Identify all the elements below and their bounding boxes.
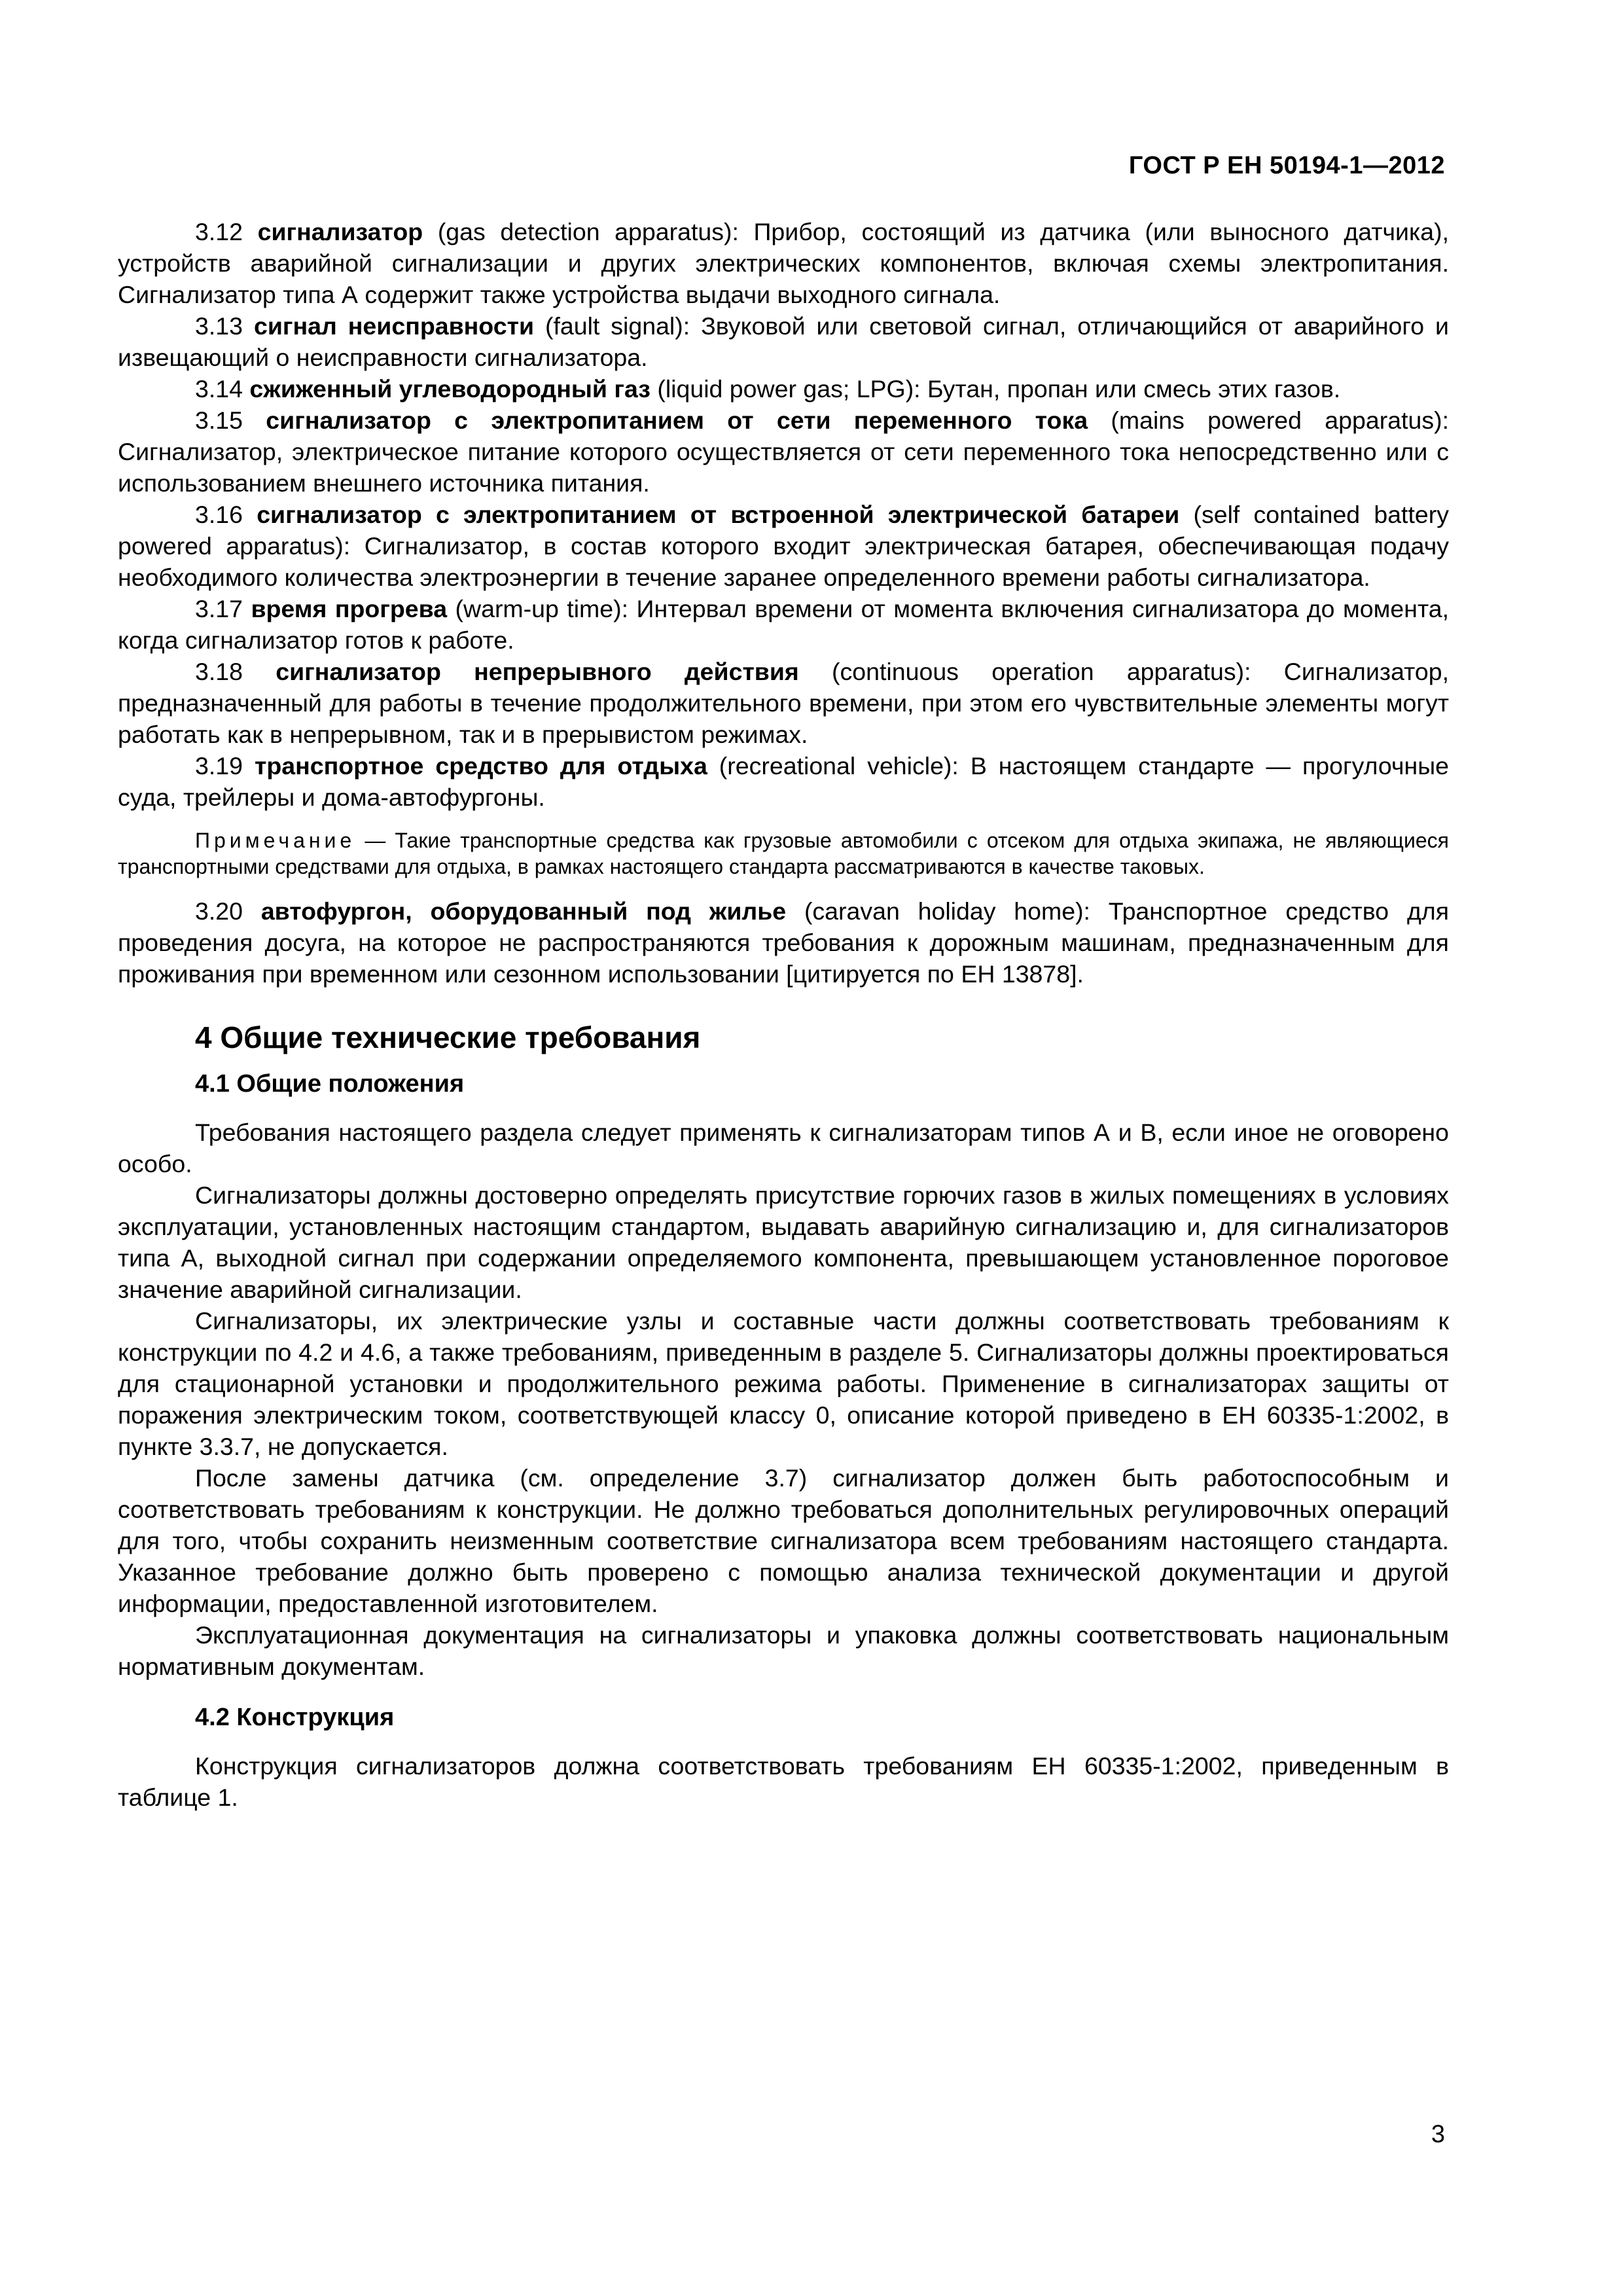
definition-text: (caravan holiday home): Транспортное средство для проведения досуга, на которое не распространяются требования к дорожным машинам, предназначенным для проживания при временном или сезонном использовании [цитируется по ЕН 13878]. — [118, 897, 1450, 988]
definition-number: 3.15 — [195, 406, 243, 434]
note-label: Примечание — [195, 829, 356, 852]
definition-text: (self contained battery powered apparatus): Сигнализатор, в состав которого входит электрическая батарея, обеспечивающая подачу необходимого количества электроэнергии в течение заранее определенного времени работы сигнализатора. — [118, 501, 1449, 591]
section-4-heading: 4 Общие технические требования — [195, 1020, 701, 1054]
definition-term: сжиженный углеводородный газ — [249, 375, 651, 403]
definition-term: сигнализатор с электропитанием от встроенной электрической батареи — [257, 501, 1180, 528]
subsection-4-1-heading: 4.1 Общие положения — [195, 1070, 465, 1098]
note-text: — Такие транспортные средства как грузовые автомобили с отсеком для отдыха экипажа, не являющиеся транспортными средствами для отдыха, в рамках настоящего стандарта рассматриваются в качестве таковых. — [118, 829, 1449, 878]
document-body — [118, 216, 1449, 1813]
definition-text: (mains powered apparatus): Сигнализатор, электрическое питание которого осуществляется от сети переменного тока непосредственно или с использованием внешнего источника питания. — [118, 406, 1449, 497]
standard-header: ГОСТ Р ЕН 50194-1—2012 — [1128, 152, 1445, 179]
definition-text: (fault signal): Звуковой или световой сигнал, отличающийся от аварийного и извещающий о неисправности сигнализатора. — [118, 312, 1449, 371]
page-number: 3 — [1431, 2121, 1445, 2148]
subsection-4-2-heading: 4.2 Конструкция — [195, 1704, 395, 1731]
definition-term: транспортное средство для отдыха — [254, 752, 707, 780]
definition-number: 3.17 — [195, 595, 243, 622]
definition-3-19 — [118, 750, 1449, 813]
definition-text: (recreational vehicle): В настоящем стандарте — прогулочные суда, трейлеры и дома-автофургоны. — [118, 752, 1449, 811]
definition-3-20 — [118, 895, 1449, 990]
definition-3-14 — [118, 373, 1449, 404]
definition-text: (gas detection apparatus): Прибор, состоящий из датчика (или выносного датчика), устройств аварийной сигнализации и других электрических компонентов, включая схемы электропитания. Сигнализатор типа А содержит также устройства выдачи выходного сигнала. — [118, 218, 1449, 308]
definition-3-18 — [118, 656, 1449, 750]
definition-3-13 — [118, 310, 1449, 373]
paragraph: Конструкция сигнализаторов должна соответствовать требованиям ЕН 60335-1:2002, приведенным в таблице 1. — [118, 1752, 1449, 1811]
definition-number: 3.19 — [195, 752, 243, 780]
definition-3-16 — [118, 499, 1449, 593]
definition-term: сигнализатор непрерывного действия — [276, 658, 799, 685]
definition-term: сигнал неисправности — [253, 312, 534, 340]
paragraph: Требования настоящего раздела следует применять к сигнализаторам типов А и В, если иное не оговорено особо. — [118, 1119, 1449, 1177]
definition-text: (warm-up time): Интервал времени от момента включения сигнализатора до момента, когда сигнализатор готов к работе. — [118, 595, 1449, 654]
definition-number: 3.18 — [195, 658, 243, 685]
definition-3-12 — [118, 216, 1449, 310]
definition-text: (continuous operation apparatus): Сигнализатор, предназначенный для работы в течение продолжительного времени, при этом его чувствительные элементы могут работать как в непрерывном, так и в прерывистом режимах. — [118, 658, 1449, 748]
definition-3-15 — [118, 404, 1449, 499]
definition-term: сигнализатор — [257, 218, 423, 245]
paragraph: После замены датчика (см. определение 3.7) сигнализатор должен быть работоспособным и соответствовать требованиям к конструкции. Не должно требоваться дополнительных регулировочных операций для того, чтобы сохранить неизменным соответствие сигнализатора всем требованиям настоящего стандарта. Указанное требование должно быть проверено с помощью анализа технической документации и другой информации, предоставленной изготовителем. — [118, 1464, 1449, 1617]
definition-term: время прогрева — [251, 595, 448, 622]
paragraph: Сигнализаторы, их электрические узлы и составные части должны соответствовать требованиям к конструкции по 4.2 и 4.6, а также требованиям, приведенным в разделе 5. Сигнализаторы должны проектироваться для стационарной установки и продолжительного режима работы. Применение в сигнализаторах защиты от поражения электрическим током, соответствующей классу 0, описание которой приведено в ЕН 60335-1:2002, в пункте 3.3.7, не допускается. — [118, 1307, 1449, 1460]
definition-text: (liquid power gas; LPG): Бутан, пропан или смесь этих газов. — [650, 375, 1341, 403]
paragraph: Сигнализаторы должны достоверно определять присутствие горючих газов в жилых помещениях в условиях эксплуатации, установленных настоящим стандартом, выдавать аварийную сигнализацию и, для сигнализаторов типа А, выходной сигнал при содержании определяемого компонента, превышающем установленное пороговое значение аварийной сигнализации. — [118, 1181, 1449, 1303]
definition-number: 3.12 — [195, 218, 243, 245]
definition-number: 3.20 — [195, 897, 243, 925]
definition-number: 3.16 — [195, 501, 243, 528]
definition-term: автофургон, оборудованный под жилье — [260, 897, 787, 925]
definition-3-17 — [118, 593, 1449, 656]
note — [118, 827, 1449, 880]
definition-number: 3.14 — [195, 375, 243, 403]
definition-term: сигнализатор с электропитанием от сети переменного тока — [266, 406, 1088, 434]
definition-number: 3.13 — [195, 312, 243, 340]
paragraph: Эксплуатационная документация на сигнализаторы и упаковка должны соответствовать национальным нормативным документам. — [118, 1621, 1449, 1680]
